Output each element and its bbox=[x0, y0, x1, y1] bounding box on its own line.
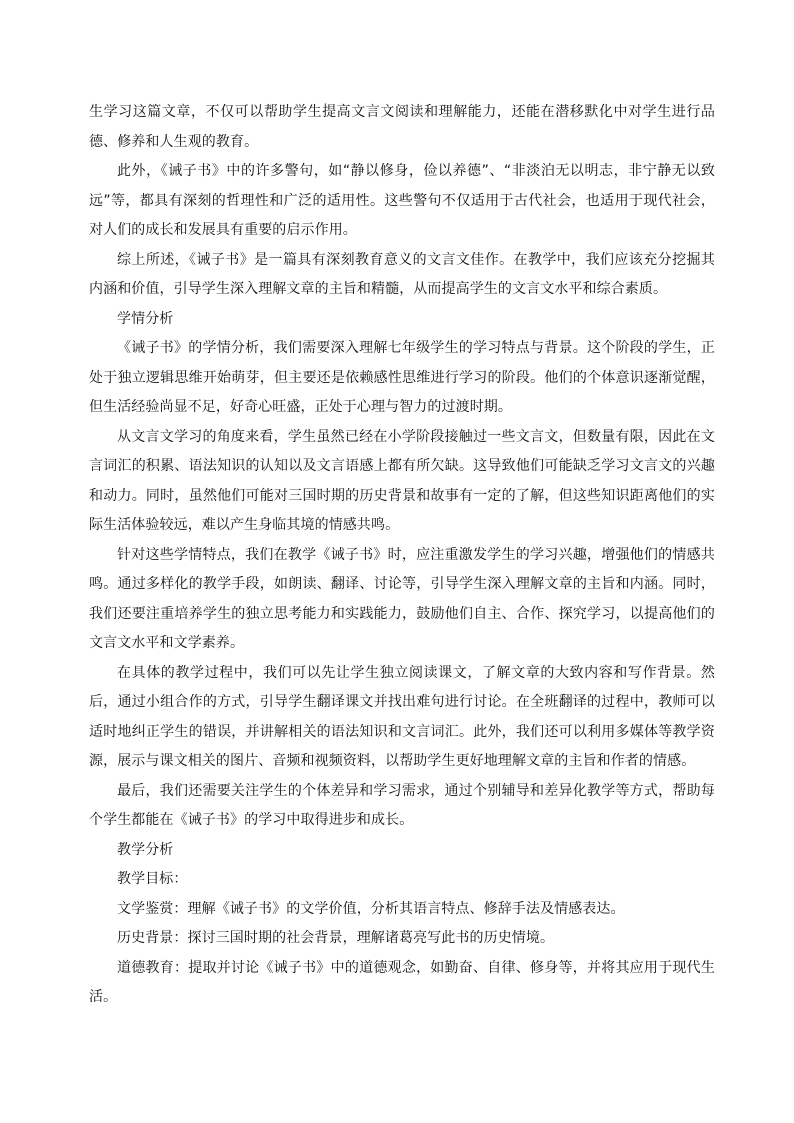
paragraph-maxims: 此外，《诫子书》中的许多警句，如“静以修身，俭以养德”、“非淡泊无以明志，非宁静无以致远”等，都具有深刻的哲理性和广泛的适用性。这些警句不仅适用于古代社会，也适用于现代社会，对人们的成长和发展具有重要的启示作用。 bbox=[89, 163, 715, 238]
goal-moral-education: 道德教育：提取并讨论《诫子书》中的道德观念，如勤奋、自律、修身等，并将其应用于现代生活。 bbox=[89, 959, 715, 1005]
paragraph-individual-needs: 最后，我们还需要关注学生的个体差异和学习需求，通过个别辅导和差异化教学等方式，帮助每个学生都能在《诫子书》的学习中取得进步和成长。 bbox=[89, 782, 715, 828]
paragraph-summary: 综上所述，《诫子书》是一篇具有深刻教育意义的文言文佳作。在教学中，我们应该充分挖掘其内涵和价值，引导学生深入理解文章的主旨和精髓，从而提高学生的文言文水平和综合素质。 bbox=[89, 251, 715, 297]
paragraph-teaching-strategy: 针对这些学情特点，我们在教学《诫子书》时，应注重激发学生的学习兴趣，增强他们的情感共鸣。通过多样化的教学手段，如朗读、翻译、讨论等，引导学生深入理解文章的主旨和内涵。同时，我们还要注重培养学生的独立思考能力和实践能力，鼓励他们自主、合作、探究学习，以提高他们的文言文水平和文学素养。 bbox=[89, 546, 715, 651]
paragraph-learning-analysis: 《诫子书》的学情分析，我们需要深入理解七年级学生的学习特点与背景。这个阶段的学生，正处于独立逻辑思维开始萌芽，但主要还是依赖感性思维进行学习的阶段。他们的个体意识逐渐觉醒，但生活经验尚显不足，好奇心旺盛，正处于心理与智力的过渡时期。 bbox=[89, 340, 715, 415]
goal-literary-appreciation: 文学鉴赏：理解《诫子书》的文学价值，分析其语言特点、修辞手法及情感表达。 bbox=[117, 900, 625, 917]
teaching-goals-label: 教学目标： bbox=[117, 871, 188, 887]
section-heading-learning-analysis: 学情分析 bbox=[117, 310, 174, 327]
paragraph-classical-chinese: 从文言文学习的角度来看，学生虽然已经在小学阶段接触过一些文言文，但数量有限，因此在文言词汇的积累、语法知识的认知以及文言语感上都有所欠缺。这导致他们可能缺乏学习文言文的兴趣和动力。同时，虽然他们可能对三国时期的历史背景和故事有一定的了解，但这些知识距离他们的实际生活体验较远，难以产生身临其境的情感共鸣。 bbox=[89, 428, 715, 533]
section-heading-teaching-analysis: 教学分析 bbox=[117, 841, 174, 858]
paragraph-teaching-process: 在具体的教学过程中，我们可以先让学生独立阅读课文，了解文章的大致内容和写作背景。然后，通过小组合作的方式，引导学生翻译课文并找出难句进行讨论。在全班翻译的过程中，教师可以适时地纠正学生的错误，并讲解相关的语法知识和文言词汇。此外，我们还可以利用多媒体等教学资源，展示与课文相关的图片、音频和视频资料，以帮助学生更好地理解文章的主旨和作者的情感。 bbox=[89, 664, 715, 769]
document-body bbox=[89, 98, 715, 1013]
paragraph-continuation: 生学习这篇文章，不仅可以帮助学生提高文言文阅读和理解能力，还能在潜移默化中对学生进行品德、修养和人生观的教育。 bbox=[89, 104, 715, 150]
goal-historical-background: 历史背景：探讨三国时期的社会背景，理解诸葛亮写此书的历史情境。 bbox=[117, 930, 555, 946]
